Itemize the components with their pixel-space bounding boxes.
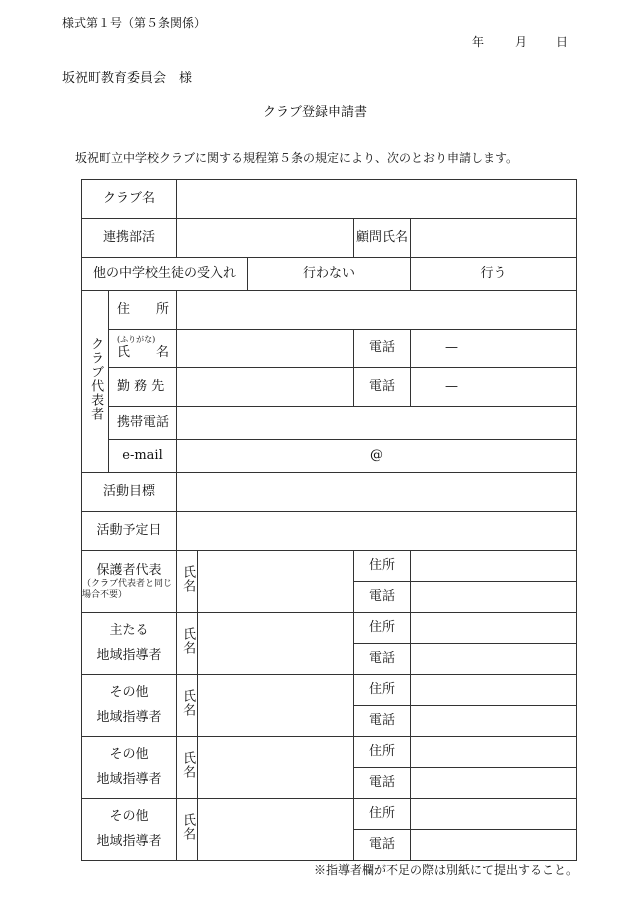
other-instructor-1-line1: その他: [109, 684, 149, 700]
input-guardian-address[interactable]: [411, 551, 577, 582]
main-instructor-line2: 地域指導者: [96, 647, 162, 663]
guardian-name-vertical: 氏名: [180, 564, 196, 593]
label-main-instructor-phone: 電話: [354, 644, 411, 675]
label-rep-name: [109, 330, 177, 368]
row-other-instructor-1-address: [82, 675, 577, 706]
input-main-instructor-name[interactable]: [198, 613, 354, 675]
input-main-instructor-address[interactable]: [411, 613, 577, 644]
label-furigana: (ふりがな): [117, 335, 156, 345]
other-instructor-1-name-vertical: 氏名: [180, 688, 196, 717]
input-other-instructor-2-address[interactable]: [411, 737, 577, 768]
recipient: 坂祝町教育委員会 様: [62, 71, 193, 86]
date-year: 年: [472, 35, 485, 49]
input-other-instructor-3-address[interactable]: [411, 799, 577, 830]
label-rep-group: [82, 291, 109, 473]
other-instructor-3-line1: その他: [109, 808, 149, 824]
option-yes[interactable]: 行う: [411, 258, 577, 291]
input-activity-goal[interactable]: [177, 473, 577, 512]
input-rep-address[interactable]: [177, 291, 577, 330]
label-other-instructor-2-phone: 電話: [354, 768, 411, 799]
label-other-instructor-3-name: [177, 799, 198, 861]
label-accept-other-students: 他の中学校生徒の受入れ: [82, 258, 248, 291]
input-other-instructor-1-address[interactable]: [411, 675, 577, 706]
row-club-name: [82, 180, 577, 219]
input-rep-phone[interactable]: —: [411, 330, 577, 368]
label-guardian-address: 住所: [354, 551, 411, 582]
label-linked-club: 連携部活: [82, 219, 177, 258]
rep-group-vertical-text: クラブ代表者: [88, 336, 104, 421]
date-month: 月: [515, 35, 528, 49]
application-form-table: [81, 179, 577, 861]
intro-text: 坂祝町立中学校クラブに関する規程第５条の規定により、次のとおり申請します。: [75, 151, 519, 165]
label-other-instructor-1-address: 住所: [354, 675, 411, 706]
row-rep-address: [82, 291, 577, 330]
main-instructor-name-vertical: 氏名: [180, 626, 196, 655]
row-activity-schedule: [82, 512, 577, 551]
guardian-title: 保護者代表: [96, 562, 162, 578]
label-rep-address: 住 所: [109, 291, 177, 330]
input-advisor-name[interactable]: [411, 219, 577, 258]
input-activity-schedule[interactable]: [177, 512, 577, 551]
input-other-instructor-2-phone[interactable]: [411, 768, 577, 799]
input-workplace-phone[interactable]: —: [411, 368, 577, 407]
input-linked-club[interactable]: [177, 219, 354, 258]
label-main-instructor: [82, 613, 177, 675]
row-linked-club: [82, 219, 577, 258]
row-main-instructor-address: [82, 613, 577, 644]
input-mobile[interactable]: [177, 407, 577, 440]
label-guardian: [82, 551, 177, 613]
label-advisor-name: 顧問氏名: [354, 219, 411, 258]
label-guardian-name: [177, 551, 198, 613]
row-other-instructor-2-address: [82, 737, 577, 768]
main-instructor-line1: 主たる: [109, 622, 149, 638]
guardian-note: （クラブ代表者と同じ場合不要）: [82, 578, 173, 600]
row-rep-email: [82, 440, 577, 473]
label-activity-schedule: 活動予定日: [82, 512, 177, 551]
other-instructor-2-line1: その他: [109, 746, 149, 762]
label-workplace-phone: 電話: [354, 368, 411, 407]
row-rep-name: [82, 330, 577, 368]
row-other-instructor-3-address: [82, 799, 577, 830]
input-workplace[interactable]: [177, 368, 354, 407]
other-instructor-2-line2: 地域指導者: [96, 771, 162, 787]
row-guardian-address: [82, 551, 577, 582]
page-title: クラブ登録申請書: [262, 105, 367, 120]
label-other-instructor-1-name: [177, 675, 198, 737]
label-other-instructor-2-name: [177, 737, 198, 799]
label-main-instructor-name: [177, 613, 198, 675]
label-name: 氏 名: [117, 345, 170, 361]
label-mobile: 携帯電話: [109, 407, 177, 440]
date-day: 日: [556, 35, 569, 49]
input-other-instructor-1-phone[interactable]: [411, 706, 577, 737]
label-other-instructor-2-address: 住所: [354, 737, 411, 768]
label-main-instructor-address: 住所: [354, 613, 411, 644]
other-instructor-1-line2: 地域指導者: [96, 709, 162, 725]
row-accept-students: [82, 258, 577, 291]
input-rep-name[interactable]: [177, 330, 354, 368]
label-workplace: 勤 務 先: [109, 368, 177, 407]
label-club-name: クラブ名: [82, 180, 177, 219]
row-activity-goal: [82, 473, 577, 512]
input-other-instructor-3-phone[interactable]: [411, 830, 577, 861]
input-other-instructor-3-name[interactable]: [198, 799, 354, 861]
other-instructor-3-name-vertical: 氏名: [180, 812, 196, 841]
label-guardian-phone: 電話: [354, 582, 411, 613]
other-instructor-3-line2: 地域指導者: [96, 833, 162, 849]
input-email[interactable]: @: [177, 440, 577, 473]
label-email: e-mail: [109, 440, 177, 473]
label-other-instructor-3: [82, 799, 177, 861]
label-other-instructor-1-phone: 電話: [354, 706, 411, 737]
option-no[interactable]: 行わない: [248, 258, 411, 291]
input-other-instructor-2-name[interactable]: [198, 737, 354, 799]
label-other-instructor-3-phone: 電話: [354, 830, 411, 861]
label-other-instructor-2: [82, 737, 177, 799]
input-club-name[interactable]: [177, 180, 577, 219]
input-main-instructor-phone[interactable]: [411, 644, 577, 675]
label-other-instructor-1: [82, 675, 177, 737]
row-rep-mobile: [82, 407, 577, 440]
label-activity-goal: 活動目標: [82, 473, 177, 512]
input-other-instructor-1-name[interactable]: [198, 675, 354, 737]
input-guardian-phone[interactable]: [411, 582, 577, 613]
label-rep-phone: 電話: [354, 330, 411, 368]
footer-note: ※指導者欄が不足の際は別紙にて提出すること。: [313, 863, 578, 877]
input-guardian-name[interactable]: [198, 551, 354, 613]
form-number: 様式第１号（第５条関係）: [62, 16, 207, 30]
other-instructor-2-name-vertical: 氏名: [180, 750, 196, 779]
label-other-instructor-3-address: 住所: [354, 799, 411, 830]
row-rep-workplace: [82, 368, 577, 407]
